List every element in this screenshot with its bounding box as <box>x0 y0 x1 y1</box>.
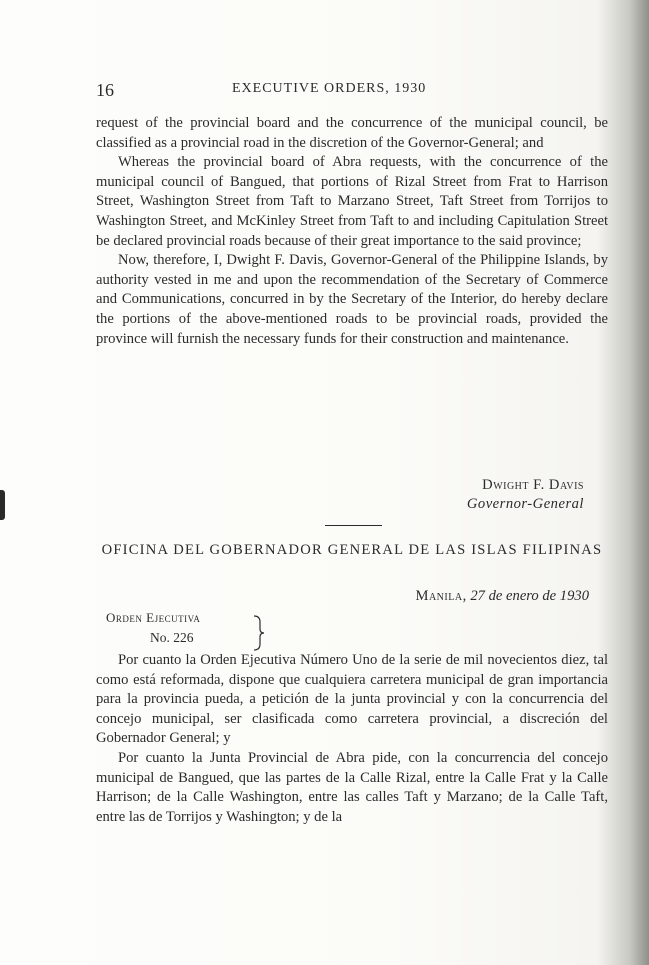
place-date <box>415 588 589 605</box>
english-paragraph: Now, therefore, I, Dwight F. Davis, Governor-General of the Philippine Islands, by authority vested in me and upon the recommendation of the Secretary of Commerce and Communications, concurred in by the Secretary of the Interior, do hereby declare the portions of the above-mentioned roads to be provincial roads, provided the province will furnish the necessary funds for their construction and maintenance. <box>96 252 608 347</box>
spanish-paragraph: Por cuanto la Junta Provincial de Abra pide, con la concurrencia del concejo municipal de Bangued, que las partes de la Calle Rizal, entre la Calle Frat y la Calle Harrison; de la Calle Washington, entre las calles Taft y Marzano; de la Calle Taft, entre las de Torrijos y Washington; y de la <box>96 749 608 825</box>
order-number: No. 226 <box>150 630 194 645</box>
place: Manila, <box>415 588 467 604</box>
english-paragraph: request of the provincial board and the concurrence of the municipal council, be classified as a provincial road in the discretion of the Governor-General; and <box>96 115 608 151</box>
section-divider <box>325 525 382 526</box>
english-text-block <box>96 114 608 349</box>
page-number: 16 <box>96 80 114 100</box>
spanish-text-block <box>96 651 608 827</box>
page-header <box>96 80 608 110</box>
signature-title: Governor-General <box>466 496 584 512</box>
spanish-paragraph: Por cuanto la Orden Ejecutiva Número Uno de la serie de mil novecientos diez, tal como está reformada, dispone que cualquiera carretera municipal de gran importancia para la provincia pueda, a petición de la junta provincial y con la concurrencia del concejo municipal, ser clasificada como carretera provincial, a discreción del Gobernador General; y <box>96 652 608 747</box>
running-head: EXECUTIVE ORDERS, 1930 <box>232 81 427 96</box>
date: 27 de enero de 1930 <box>470 588 589 604</box>
brace-icon <box>252 614 266 652</box>
binding-mark <box>0 490 5 520</box>
spanish-section-title: OFICINA DEL GOBERNADOR GENERAL DE LAS ISLAS FILIPINAS <box>101 542 603 558</box>
order-label: Orden Ejecutiva <box>106 610 201 625</box>
english-paragraph: Whereas the provincial board of Abra requests, with the concurrence of the municipal council of Bangued, that portions of Rizal Street from Frat to Harrison Street, Washington Street from Taft to Marzano Street, Taft Street from Torrijos to Washington Street, and McKinley Street from Taft to and including Capitulation Street be declared provincial roads because of their great importance to the said province; <box>96 154 608 249</box>
signature-name: Dwight F. Davis <box>482 477 584 493</box>
